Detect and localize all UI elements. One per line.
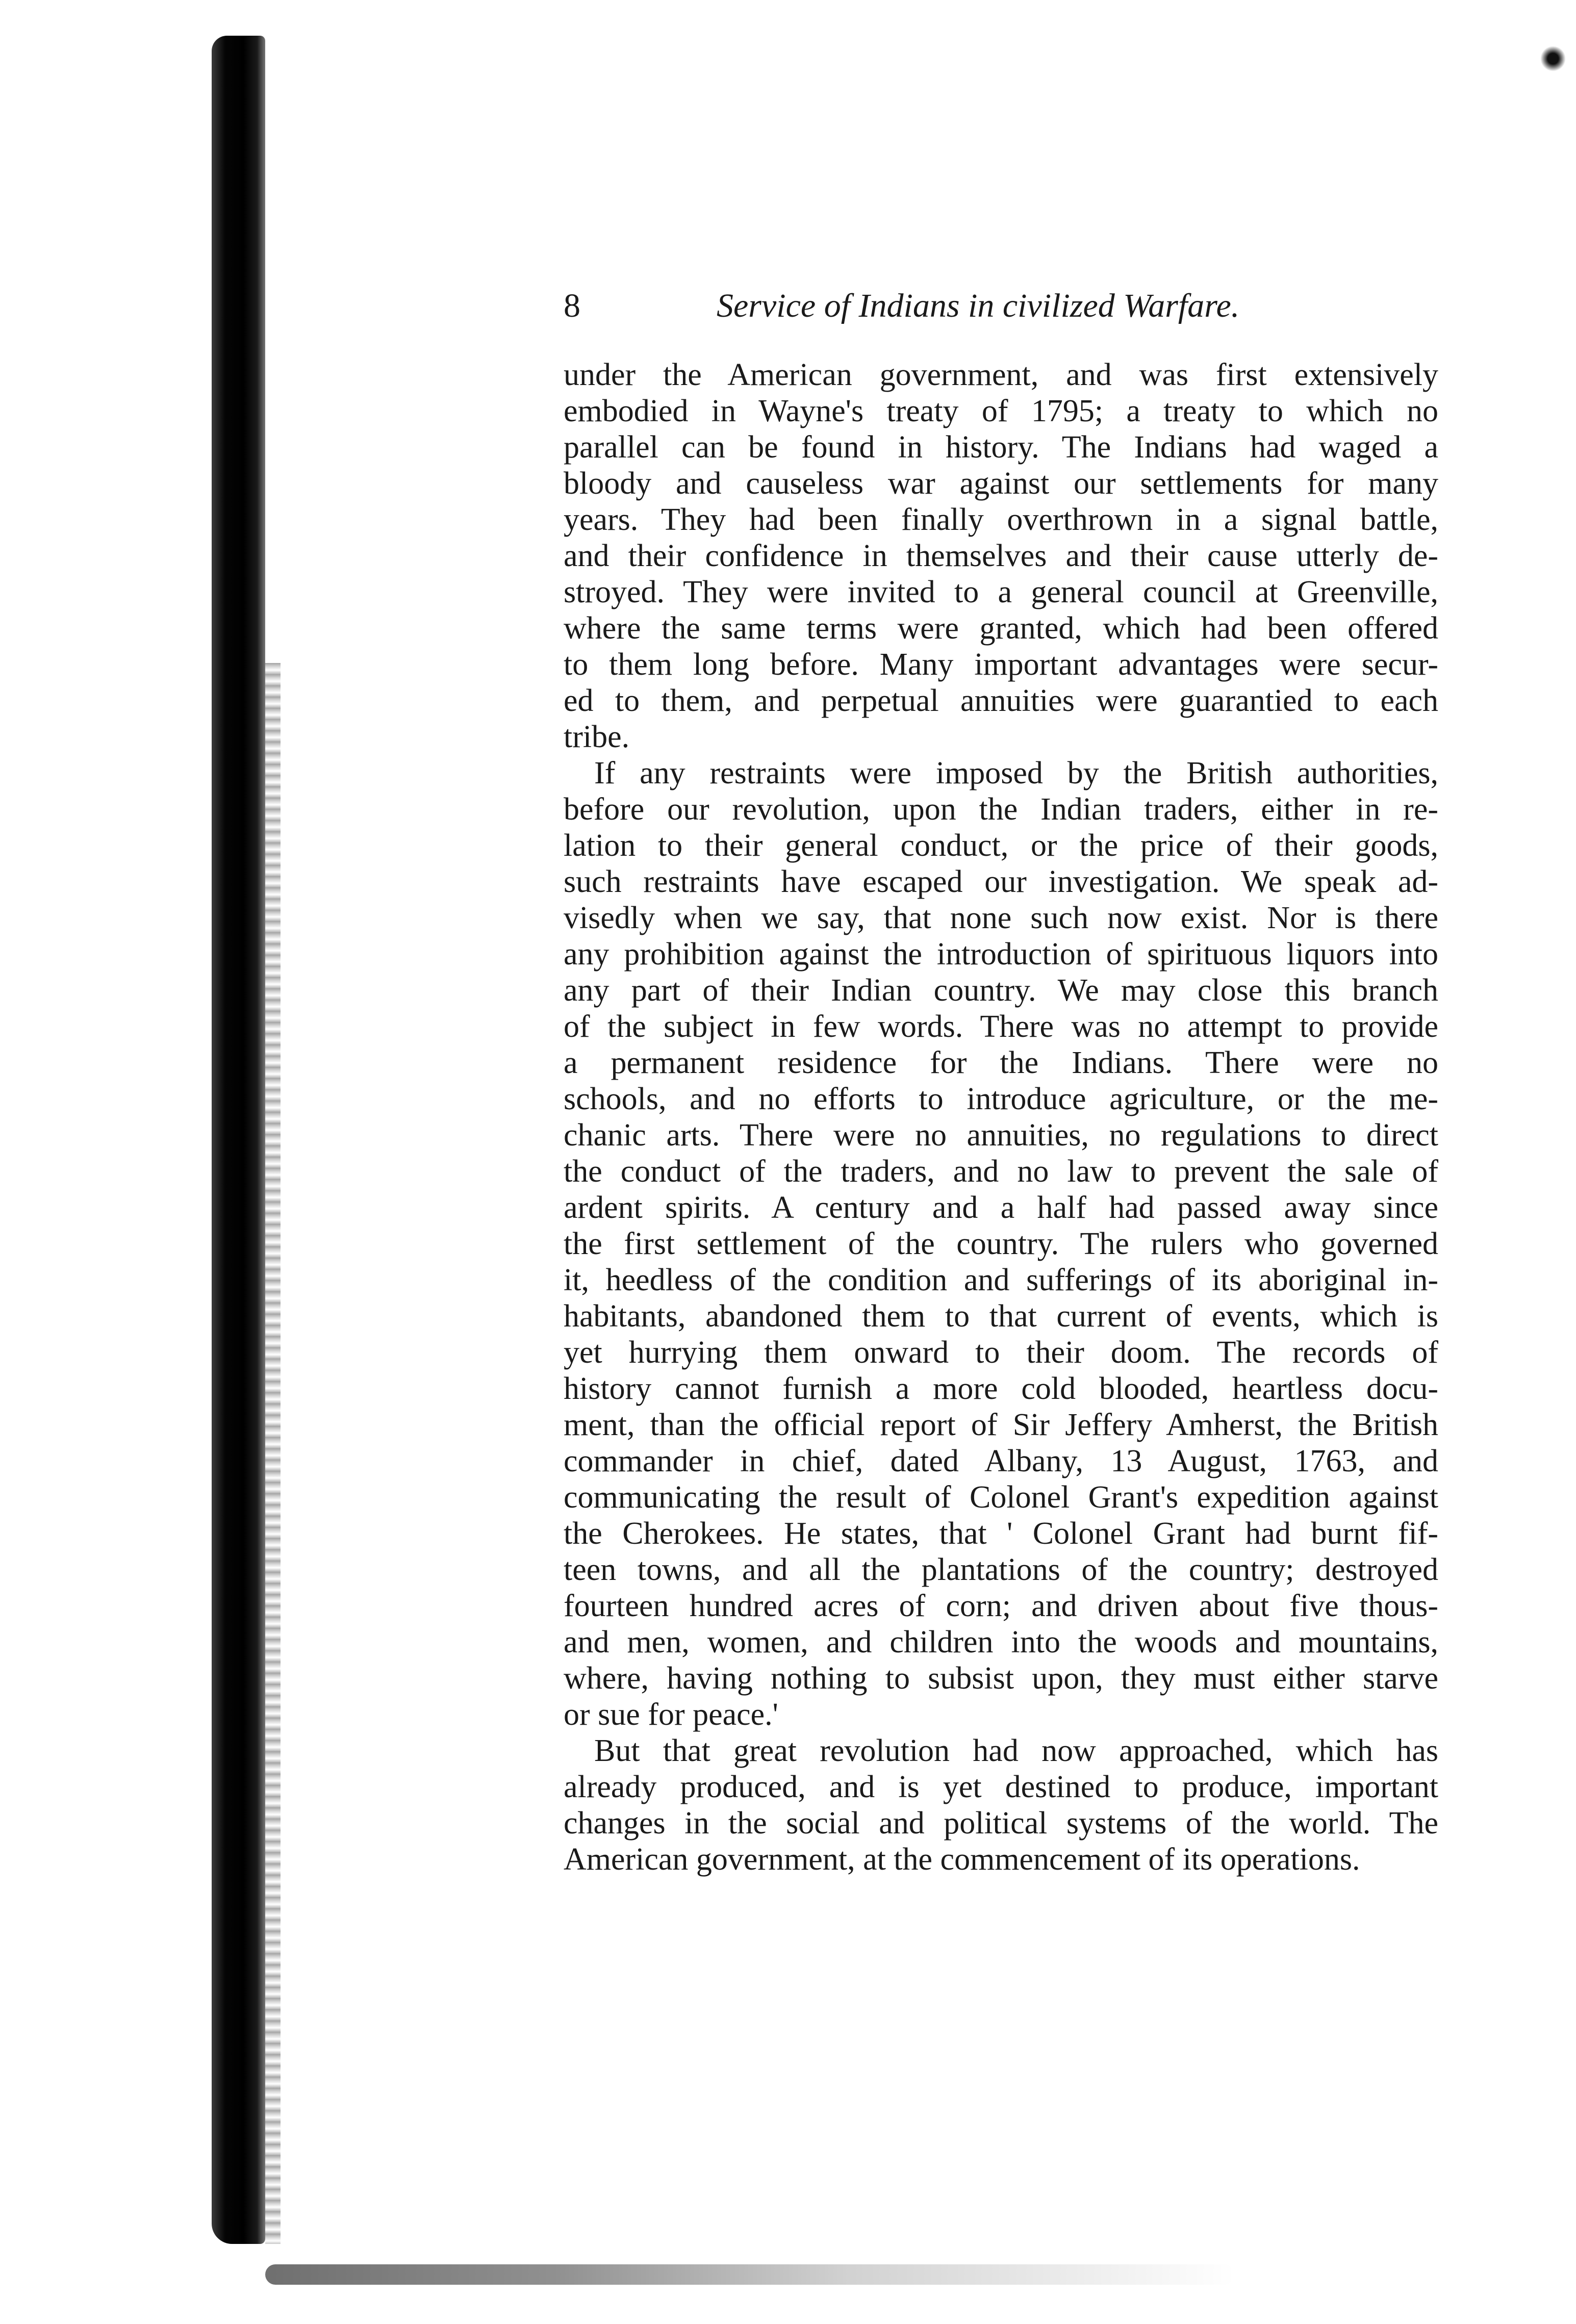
page-header	[564, 286, 1441, 326]
binding-edge-texture	[265, 663, 281, 2244]
text-line: communicating the result of Colonel Grant's expedition against	[564, 1480, 1438, 1515]
text-line: ed to them, and perpetual annuities were guarantied to each	[564, 683, 1438, 718]
text-line: the first settlement of the country. The rulers who governed	[564, 1227, 1438, 1261]
text-line: American government, at the commencement of its operations.	[564, 1842, 1360, 1877]
text-line: history cannot furnish a more cold blooded, heartless docu-	[564, 1371, 1438, 1406]
text-line: But that great revolution had now approached, which has	[594, 1733, 1438, 1768]
text-line: habitants, abandoned them to that current of events, which is	[564, 1299, 1438, 1334]
text-line: or sue for peace.'	[564, 1697, 778, 1732]
text-line: where, having nothing to subsist upon, they must either starve	[564, 1661, 1438, 1696]
text-line: a permanent residence for the Indians. There were no	[564, 1045, 1438, 1080]
text-line: years. They had been finally overthrown in a signal battle,	[564, 502, 1438, 537]
paragraph	[564, 1733, 1438, 1878]
text-line: embodied in Wayne's treaty of 1795; a treaty to which no	[564, 394, 1438, 428]
text-line: any prohibition against the introduction of spirituous liquors into	[564, 937, 1438, 972]
text-line: already produced, and is yet destined to produce, important	[564, 1770, 1438, 1804]
text-line: tribe.	[564, 720, 630, 754]
text-line: ardent spirits. A century and a half had passed away since	[564, 1190, 1438, 1225]
text-line: before our revolution, upon the Indian traders, either in re-	[564, 792, 1438, 827]
text-line: where the same terms were granted, which had been offered	[564, 611, 1438, 646]
text-line: teen towns, and all the plantations of the country; destroyed	[564, 1552, 1438, 1587]
text-line: commander in chief, dated Albany, 13 August, 1763, and	[564, 1444, 1438, 1478]
text-line: it, heedless of the condition and sufferings of its aboriginal in-	[564, 1263, 1438, 1297]
text-line: chanic arts. There were no annuities, no regulations to direct	[564, 1118, 1438, 1153]
bottom-edge-smudge	[265, 2264, 1234, 2285]
running-title: Service of Indians in civilized Warfare.	[717, 287, 1240, 324]
paragraph	[564, 755, 1438, 1733]
text-line: the Cherokees. He states, that ' Colonel Grant had burnt fif-	[564, 1516, 1438, 1551]
paragraph	[564, 357, 1438, 755]
text-line: stroyed. They were invited to a general council at Greenville,	[564, 575, 1438, 609]
page-number: 8	[564, 287, 580, 324]
text-line: fourteen hundred acres of corn; and driven about five thous-	[564, 1589, 1438, 1623]
text-line: schools, and no efforts to introduce agriculture, or the me-	[564, 1082, 1438, 1116]
text-line: ment, than the official report of Sir Jeffery Amherst, the British	[564, 1408, 1438, 1442]
text-line: bloody and causeless war against our settlements for many	[564, 466, 1438, 501]
text-line: the conduct of the traders, and no law to prevent the sale of	[564, 1154, 1438, 1189]
text-line: under the American government, and was first extensively	[564, 357, 1438, 392]
text-line: parallel can be found in history. The Indians had waged a	[564, 430, 1438, 465]
text-line: lation to their general conduct, or the price of their goods,	[564, 828, 1438, 863]
corner-ink-mark	[1540, 46, 1566, 71]
text-line: yet hurrying them onward to their doom. The records of	[564, 1335, 1438, 1370]
text-line: to them long before. Many important advantages were secur-	[564, 647, 1438, 682]
text-line: any part of their Indian country. We may close this branch	[564, 973, 1438, 1008]
text-line: visedly when we say, that none such now exist. Nor is there	[564, 901, 1438, 935]
text-line: If any restraints were imposed by the British authorities,	[594, 756, 1438, 790]
text-line: and their confidence in themselves and their cause utterly de-	[564, 539, 1438, 573]
binding-shadow	[212, 36, 265, 2244]
text-line: such restraints have escaped our investigation. We speak ad-	[564, 864, 1438, 899]
text-line: of the subject in few words. There was no attempt to provide	[564, 1009, 1438, 1044]
text-line: and men, women, and children into the woods and mountains,	[564, 1625, 1438, 1659]
text-line: changes in the social and political systems of the world. The	[564, 1806, 1438, 1841]
body-text	[564, 357, 1438, 1878]
